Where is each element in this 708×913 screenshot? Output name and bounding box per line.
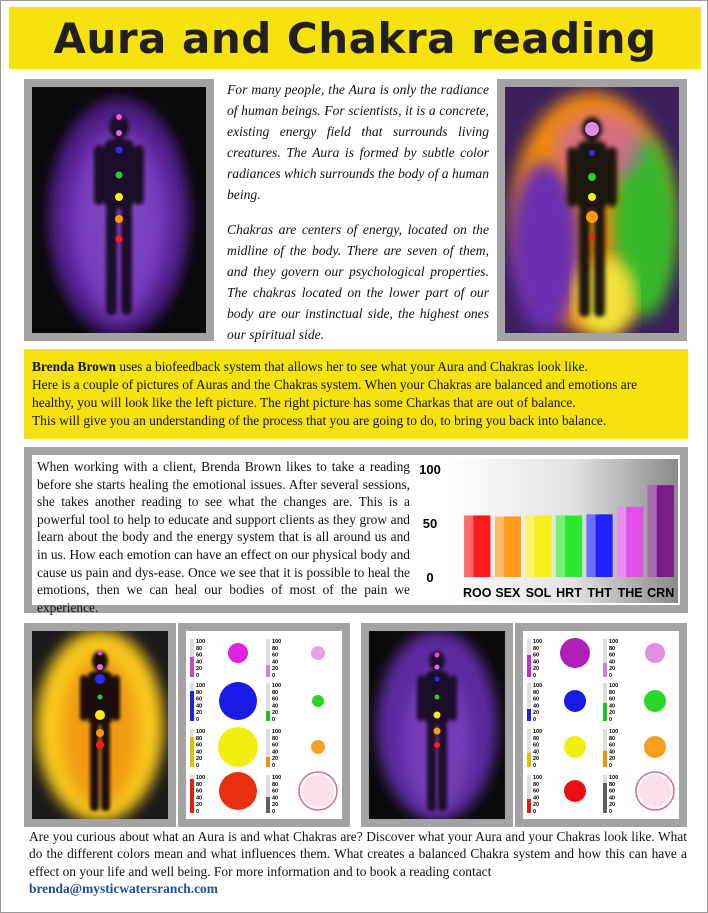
aura-image-before	[32, 631, 168, 819]
meter-scale-label: 100	[196, 683, 206, 689]
highlight-line-3: This will give you an understanding of the process that you are going to do, to bring you back into balance.	[32, 413, 607, 428]
meter-scale-label: 60	[609, 652, 616, 659]
bar-highlight-hrt	[556, 515, 565, 577]
meter-gauge-fill	[603, 751, 607, 767]
meter-scale-label: 40	[272, 749, 279, 756]
meter-gauge-fill	[266, 797, 270, 813]
chakra-orb	[219, 772, 257, 810]
meter-gauge-fill	[603, 783, 607, 813]
meter-scale-label: 100	[609, 729, 619, 735]
meter-gauge-fill	[190, 691, 194, 721]
x-tick-label-roo: ROO	[463, 586, 492, 600]
meter-scale-label: 20	[609, 756, 616, 763]
meter-scale-label: 20	[272, 666, 279, 673]
meter-scale-label: 80	[272, 735, 279, 742]
x-tick-label-the: THE	[617, 586, 643, 600]
meter-scale-label: 60	[533, 652, 540, 659]
meter-scale-label: 20	[272, 710, 279, 717]
meter-scale-label: 100	[533, 639, 543, 645]
meter-scale-label: 100	[609, 639, 619, 645]
meter-scale-label: 80	[609, 781, 616, 788]
meter-scale-label: 0	[533, 763, 537, 769]
meter-scale-label: 80	[196, 735, 203, 742]
meter-scale-label: 0	[196, 809, 200, 815]
chakra-orb	[219, 682, 257, 720]
intro-paragraph-chakras: Chakras are centers of energy, located on the midline of the body. There are seven of them, and they govern our psychological properties. The chakras located on the lower part of our body are our instinctual side, the highest ones our spiritual side.	[227, 222, 489, 342]
bar-highlight-roo	[464, 515, 473, 577]
y-tick-label: 100	[419, 462, 441, 477]
meter-scale-label: 100	[533, 729, 543, 735]
meter-scale-label: 40	[196, 703, 203, 710]
meter-scale-label: 20	[609, 710, 616, 717]
meter-scale-label: 20	[533, 802, 540, 809]
meter-scale-label: 40	[196, 659, 203, 666]
meter-scale-label: 20	[533, 756, 540, 763]
meter-scale-label: 40	[272, 795, 279, 802]
meter-gauge-fill	[603, 703, 607, 721]
chakra-orb	[560, 638, 590, 668]
chakra-orb	[564, 780, 586, 802]
meter-scale-label: 40	[609, 659, 616, 666]
meter-scale-label: 60	[609, 696, 616, 703]
meter-scale-label: 0	[272, 717, 276, 723]
meter-scale-label: 20	[533, 666, 540, 673]
meter-scale-label: 100	[533, 683, 543, 689]
practitioner-name: Brenda Brown	[32, 359, 116, 374]
highlight-box	[24, 349, 688, 439]
meter-gauge-fill	[527, 799, 531, 813]
meter-scale-label: 40	[609, 749, 616, 756]
meter-scale-label: 40	[533, 703, 540, 710]
chakra-meters-before	[186, 631, 342, 819]
intro-paragraph-aura: For many people, the Aura is only the radiance of human beings. For scientists, it is a concrete, existing energy field that surrounds living creatures. The Aura is formed by subtle color radiances which surrounds the body of a human being.	[227, 82, 489, 202]
meter-scale-label: 20	[196, 710, 203, 717]
meter-scale-label: 60	[272, 788, 279, 795]
chakra-orb	[228, 643, 248, 663]
outro-text	[29, 828, 687, 898]
meter-gauge-fill	[527, 655, 531, 677]
meter-scale-label: 20	[272, 756, 279, 763]
outro-paragraph: Are you curious about what an Aura is and what Chakras are? Discover what your Aura and your Chakras look like. What do the different colors mean and what influences them. What creates a balanced Chakra system and how this can have a effect on your life and well being. For more information and to book a reading contact	[29, 829, 687, 879]
bio-section	[32, 455, 680, 615]
meter-gauge-fill	[266, 757, 270, 767]
meter-scale-label: 100	[272, 683, 282, 689]
bio-section-frame	[24, 447, 688, 613]
x-tick-label-sex: SEX	[495, 586, 521, 600]
aura-image-balanced-frame	[24, 79, 214, 341]
meter-scale-label: 80	[272, 689, 279, 696]
meter-scale-label: 80	[272, 645, 279, 652]
meter-scale-label: 0	[533, 717, 537, 723]
meter-gauge-fill	[266, 665, 270, 677]
meter-scale-label: 0	[609, 763, 613, 769]
chakra-meters-before-svg	[186, 631, 342, 819]
bar-highlight-crn	[648, 485, 657, 577]
chakra-orb	[564, 736, 586, 758]
title-banner	[9, 7, 701, 69]
y-tick-label: 50	[422, 516, 438, 531]
chakra-orb	[218, 727, 258, 767]
chakra-orb	[644, 690, 666, 712]
meter-scale-label: 60	[196, 788, 203, 795]
meter-scale-label: 40	[533, 795, 540, 802]
meter-scale-label: 20	[272, 802, 279, 809]
meter-scale-label: 80	[196, 781, 203, 788]
meter-scale-label: 100	[272, 729, 282, 735]
aura-image-before-frame	[24, 623, 176, 827]
bar-highlight-sex	[495, 517, 504, 577]
meter-scale-label: 80	[533, 645, 540, 652]
meter-scale-label: 20	[533, 710, 540, 717]
meter-gauge-fill	[190, 737, 194, 767]
chakra-orb	[645, 643, 665, 663]
meter-scale-label: 80	[533, 735, 540, 742]
meter-scale-label: 0	[609, 809, 613, 815]
chakra-meters-after-svg	[523, 631, 679, 819]
meter-scale-label: 0	[609, 717, 613, 723]
meter-gauge-fill	[190, 779, 194, 813]
meter-scale-label: 40	[272, 659, 279, 666]
chakra-orb	[302, 775, 334, 807]
meter-scale-label: 20	[609, 802, 616, 809]
page-title: Aura and Chakra reading	[53, 13, 657, 63]
meter-gauge-fill	[266, 711, 270, 721]
chakra-orb	[644, 736, 666, 758]
aura-image-balanced	[32, 87, 206, 333]
chakra-orb	[564, 690, 586, 712]
meter-scale-label: 60	[272, 696, 279, 703]
aura-image-after	[369, 631, 505, 819]
meter-gauge-fill	[527, 709, 531, 721]
chakra-meters-after-frame	[515, 623, 687, 827]
x-tick-label-hrt: HRT	[556, 586, 582, 600]
meter-scale-label: 100	[533, 775, 543, 781]
meter-scale-label: 60	[609, 788, 616, 795]
meter-scale-label: 60	[272, 652, 279, 659]
meter-scale-label: 40	[533, 659, 540, 666]
chakra-orb	[311, 646, 325, 660]
meter-scale-label: 0	[196, 673, 200, 679]
meter-scale-label: 60	[533, 742, 540, 749]
chakra-orb	[311, 740, 325, 754]
chakra-chart-svg	[414, 459, 678, 603]
highlight-line-2: Here is a couple of pictures of Auras and the Chakras system. When your Chakras are balanced and emotions are healthy, you will look like the left picture. The right picture has some Charkas that are out of balance.	[32, 377, 638, 410]
meter-scale-label: 40	[196, 795, 203, 802]
meter-scale-label: 40	[609, 795, 616, 802]
x-tick-label-sol: SOL	[525, 586, 552, 600]
meter-scale-label: 80	[272, 781, 279, 788]
meter-scale-label: 80	[609, 735, 616, 742]
meter-scale-label: 0	[272, 809, 276, 815]
meter-gauge-fill	[190, 657, 194, 677]
highlight-line-1: uses a biofeedback system that allows her to see what your Aura and Chakras look like.	[115, 359, 588, 374]
bar-highlight-the	[617, 507, 626, 577]
meter-scale-label: 60	[196, 742, 203, 749]
meter-scale-label: 100	[609, 775, 619, 781]
x-tick-label-crn: CRN	[647, 586, 675, 600]
meter-scale-label: 20	[196, 802, 203, 809]
meter-scale-label: 80	[609, 689, 616, 696]
meter-scale-label: 0	[272, 763, 276, 769]
meter-scale-label: 0	[533, 673, 537, 679]
x-tick-label-tht: THT	[587, 586, 612, 600]
chakra-meters-after	[523, 631, 679, 819]
chakra-orb	[639, 775, 671, 807]
meter-scale-label: 100	[196, 639, 206, 645]
bar-highlight-sol	[525, 515, 534, 577]
meter-scale-label: 0	[609, 673, 613, 679]
chakra-bar-chart	[414, 459, 678, 603]
meter-scale-label: 80	[609, 645, 616, 652]
meter-scale-label: 0	[533, 809, 537, 815]
meter-scale-label: 100	[609, 683, 619, 689]
meter-scale-label: 80	[196, 689, 203, 696]
meter-scale-label: 60	[533, 788, 540, 795]
meter-scale-label: 100	[196, 729, 206, 735]
meter-scale-label: 0	[196, 717, 200, 723]
meter-scale-label: 100	[196, 775, 206, 781]
intro-text	[227, 79, 489, 359]
meter-scale-label: 60	[196, 696, 203, 703]
meter-scale-label: 40	[196, 749, 203, 756]
meter-scale-label: 0	[272, 673, 276, 679]
meter-scale-label: 100	[272, 775, 282, 781]
meter-scale-label: 20	[196, 756, 203, 763]
meter-scale-label: 80	[533, 781, 540, 788]
aura-image-after-frame	[361, 623, 513, 827]
meter-gauge-fill	[603, 663, 607, 677]
meter-scale-label: 100	[272, 639, 282, 645]
meter-scale-label: 20	[609, 666, 616, 673]
meter-scale-label: 60	[533, 696, 540, 703]
meter-scale-label: 80	[533, 689, 540, 696]
aura-image-unbalanced	[505, 87, 679, 333]
contact-email-link[interactable]: brenda@mysticwatersranch.com	[29, 881, 218, 897]
meter-scale-label: 60	[609, 742, 616, 749]
aura-image-unbalanced-frame	[497, 79, 687, 341]
meter-scale-label: 80	[196, 645, 203, 652]
meter-scale-label: 20	[196, 666, 203, 673]
meter-scale-label: 40	[609, 703, 616, 710]
meter-scale-label: 40	[272, 703, 279, 710]
chakra-meters-before-frame	[178, 623, 350, 827]
y-tick-label: 0	[426, 570, 434, 585]
meter-scale-label: 60	[196, 652, 203, 659]
bar-highlight-tht	[586, 514, 595, 577]
chakra-orb	[312, 695, 324, 707]
meter-scale-label: 40	[533, 749, 540, 756]
meter-gauge-fill	[527, 753, 531, 767]
bio-text: When working with a client, Brenda Brown likes to take a reading before she starts healing the emotional issues. After several sessions, she takes another reading to see what the changes are. This is a powerful tool to help to educate and support clients as they grow and learn about the body and the energy system that is all around us and in us. How each emotion can have an effect on our physical body and cause us pain and dys-ease. Once we see that it is possible to heal the emotions, then we can heal our bodies of most of the pain we experience.	[37, 459, 410, 615]
meter-scale-label: 60	[272, 742, 279, 749]
meter-scale-label: 0	[196, 763, 200, 769]
